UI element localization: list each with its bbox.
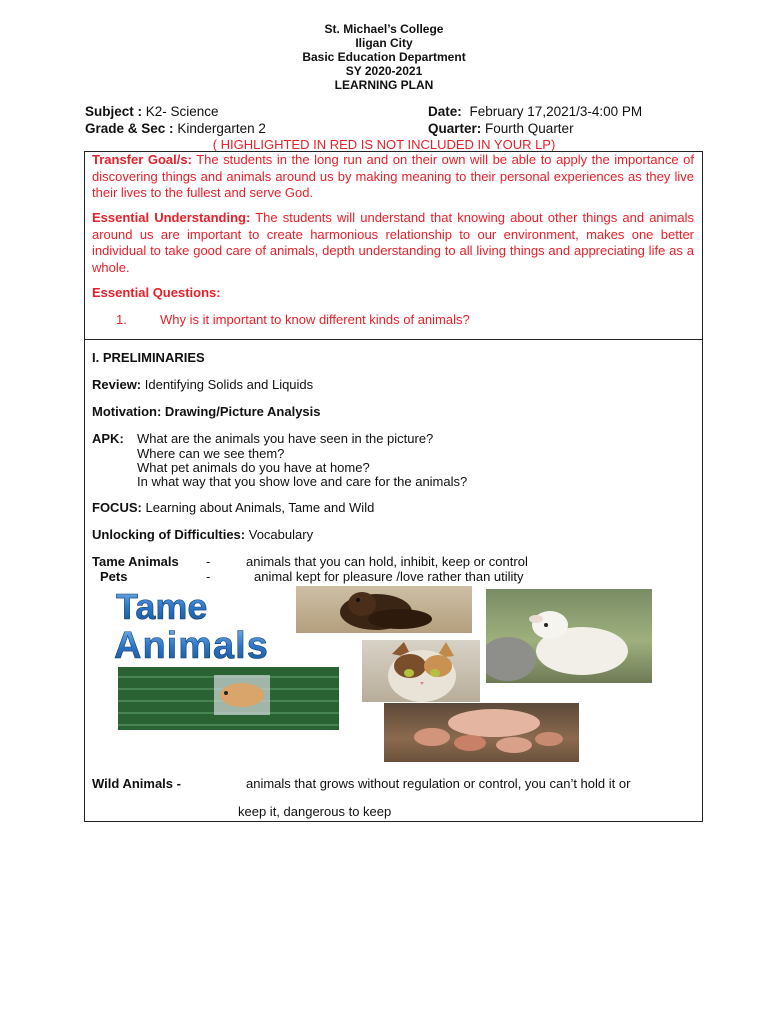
date-label: Date:	[428, 104, 462, 119]
date-value: February 17,2021/3-4:00 PM	[469, 104, 643, 119]
dog-photo	[296, 586, 472, 633]
essential-understanding	[92, 210, 694, 276]
motivation-label: Motivation: Drawing/Picture Analysis	[92, 404, 321, 419]
unlock-label: Unlocking of Difficulties:	[92, 527, 246, 542]
unlock-text: Vocabulary	[248, 527, 314, 542]
hamster-photo	[118, 667, 339, 730]
pets-dash: -	[206, 569, 211, 584]
eq-label: Essential Questions:	[92, 285, 221, 300]
pets-definition: animal kept for pleasure /love rather than utility	[254, 569, 524, 584]
school-name: St. Michael’s College	[324, 22, 444, 36]
quarter-label: Quarter:	[428, 121, 482, 136]
transfer-goal	[92, 152, 694, 202]
quarter-value: Fourth Quarter	[485, 121, 574, 136]
grade-row	[85, 121, 266, 137]
transfer-text: The students in the long run and on their own will be able to apply the importance of discovering things and animals around us by making meaning to their personal experiences as they live their lives to the fullest and serve God.	[92, 152, 694, 200]
unlock-row	[92, 527, 313, 543]
apk-question: Where can we see them?	[137, 446, 285, 461]
red-note: ( HIGHLIGHTED IN RED IS NOT INCLUDED IN YOUR LP)	[212, 137, 556, 152]
wild-term: Wild Animals -	[92, 776, 181, 791]
apk-question: In what way that you show love and care for the animals?	[137, 474, 468, 489]
tame-definition: animals that you can hold, inhibit, keep or control	[246, 554, 528, 569]
eq-text: Why is it important to know different kinds of animals?	[160, 312, 470, 327]
grade-value: Kindergarten 2	[177, 121, 266, 136]
doc-type: LEARNING PLAN	[334, 78, 434, 92]
school-city: Iligan City	[355, 36, 413, 50]
subject-label: Subject :	[85, 104, 143, 119]
subject-row	[85, 104, 219, 120]
apk-question: What are the animals you have seen in the picture?	[137, 431, 434, 446]
eq-number: 1.	[116, 312, 127, 327]
quarter-row	[428, 121, 574, 137]
transfer-label: Transfer Goal/s:	[92, 152, 192, 167]
eu-text: The students will understand that knowing about other things and animals around us are important to create harmonious relationship to our environment, makes one better individual to take good care of animals, depth understanding to all living things and appreciating life as a whole.	[92, 210, 694, 275]
apk-label: APK:	[92, 431, 124, 446]
school-year: SY 2020-2021	[345, 64, 423, 78]
focus-label: FOCUS:	[92, 500, 142, 515]
review-row	[92, 377, 313, 393]
banner-word-animals: Animals	[114, 625, 269, 666]
focus-row	[92, 500, 374, 516]
focus-text: Learning about Animals, Tame and Wild	[145, 500, 375, 515]
prelim-heading: I. PRELIMINARIES	[92, 350, 205, 365]
banner-word-tame: Tame	[116, 586, 208, 627]
wild-definition-line2: keep it, dangerous to keep	[238, 804, 392, 819]
tame-dash: -	[206, 554, 211, 569]
department: Basic Education Department	[302, 50, 466, 64]
review-text: Identifying Solids and Liquids	[144, 377, 314, 392]
eu-label: Essential Understanding:	[92, 210, 251, 225]
pets-term: Pets	[100, 569, 128, 584]
subject-value: K2- Science	[145, 104, 219, 119]
wild-definition-line1: animals that grows without regulation or control, you can’t hold it or	[246, 776, 631, 791]
pigs-photo	[384, 703, 579, 762]
apk-question: What pet animals do you have at home?	[137, 460, 370, 475]
review-label: Review:	[92, 377, 142, 392]
date-row	[428, 104, 642, 120]
cat-photo	[362, 640, 480, 702]
grade-label: Grade & Sec :	[85, 121, 174, 136]
lamb-photo	[486, 589, 652, 683]
tame-term: Tame Animals	[92, 554, 179, 569]
